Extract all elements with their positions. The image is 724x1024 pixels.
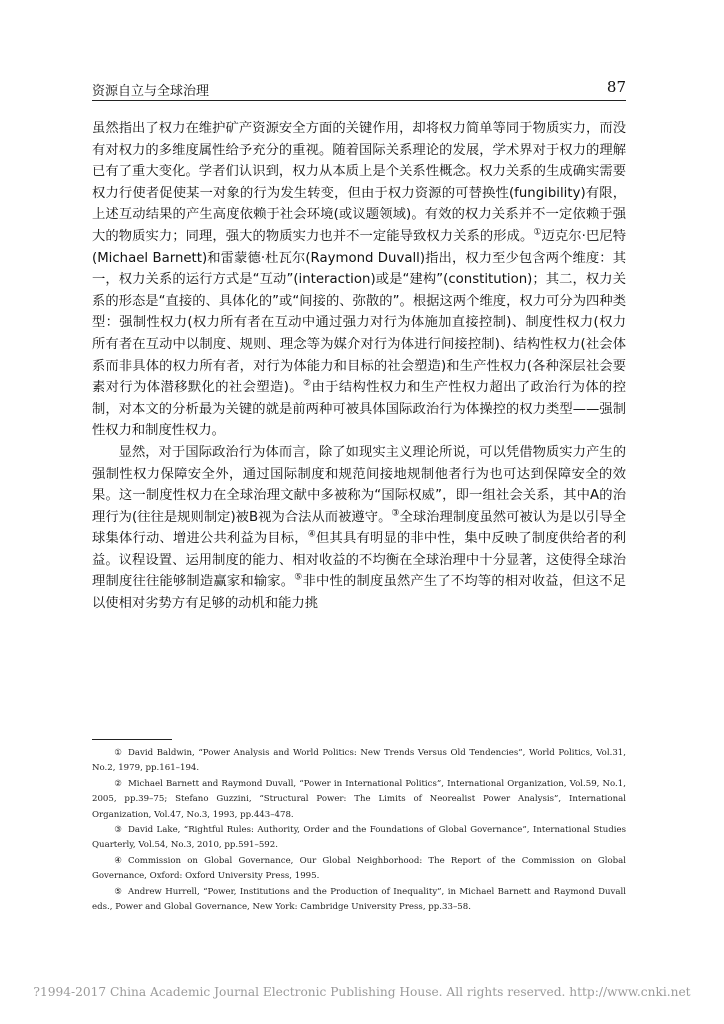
footnote-2-mark: ② — [114, 778, 122, 789]
para2-text-b: 全球治理制度虽然可被认为是以引导全球集体行动、增进公共利益为目标， — [92, 509, 627, 547]
footnote-3-text: David Lake, “Rightful Rules: Authority, Order and the Foundations of Global Governance”, International Studies Quarterly, Vol.54, No.3, 2010, pp.591–592. — [92, 825, 626, 851]
paragraph-2 — [92, 442, 626, 615]
footnote-divider — [92, 739, 172, 740]
para2-text-d: 非中性的制度虽然产生了不均等的相对收益，但这不足以使相对劣势方有足够的动机和能力挑 — [92, 574, 627, 612]
footnote-marker-5[interactable]: ⑤ — [294, 573, 303, 584]
footnote-2 — [92, 777, 626, 823]
para2-text-a: 显然，对于国际政治行为体而言，除了如现实主义理论所说，可以凭借物质实力产生的强制性权力保障安全外，通过国际制度和规范间接地规制他者行为也可达到保障安全的效果。这一制度性权力在全球治理文献中多被称为“国际权威”，即一组社会关系，其中A的治理行为(往往是规则制定)被B视为合法从而被遵守。 — [92, 444, 626, 525]
page-number: 87 — [606, 78, 626, 96]
footnote-4-text: Commission on Global Governance, Our Global Neighborhood: The Report of the Commission on Global Governance, Oxford: Oxford University Press, 1995. — [92, 855, 626, 882]
footnote-1-text: David Baldwin, “Power Analysis and World Politics: New Trends Versus Old Tendencies”, World Politics, Vol.31, No.2, 1979, pp.161–194. — [92, 748, 626, 774]
footnote-marker-2[interactable]: ② — [302, 378, 312, 389]
para1-text-b: 迈克尔·巴尼特(Michael Barnett)和雷蒙德·杜瓦尔(Raymond Duvall)指出，权力至少包含两个维度：其一，权力关系的运行方式是“互动”(interaction)或是“建构”(constitution)；其二，权力关系的形态是“直接的、具体化的”或“间接的、弥散的”。根据这两个维度，权力可分为四种类型：强制性权力(权力所有者在互动中通过强力对行为体施加直接控制)、制度性权力(权力所有者在互动中以制度、规则、理念等为媒介对行为体进行间接控制)、结构性权力(社会体系而非具体的权力所有者，对行为体能力和目标的社会塑造)和生产性权力(各种深层社会要素对行为体潜移默化的社会塑造)。 — [92, 228, 627, 396]
footnote-3 — [92, 823, 626, 854]
footnote-4 — [92, 854, 626, 885]
footnote-2-text: Michael Barnett and Raymond Duvall, “Power in International Politics”, International Organization, Vol.59, No.1, 2005, pp.39–75; Stefano Guzzini, “Structural Power: The Limits of Neorealist Power Analysis”, International Organization, Vol.47, No.3, 1993, pp.443–478. — [92, 778, 626, 820]
footnote-3-mark: ③ — [114, 825, 122, 836]
footnote-marker-3[interactable]: ③ — [391, 508, 400, 519]
footnote-5-mark: ⑤ — [114, 886, 122, 897]
footnote-1-mark: ① — [114, 748, 122, 758]
cnki-watermark: ?1994-2017 China Academic Journal Electronic Publishing House. All rights reserved. http://www.cnki.net — [33, 985, 691, 999]
running-header — [92, 78, 626, 101]
footnote-marker-4[interactable]: ④ — [307, 529, 317, 540]
paragraph-1 — [92, 118, 626, 442]
para1-text-a: 虽然指出了权力在维护矿产资源安全方面的关键作用，却将权力简单等同于物质实力，而没有对权力的多维度属性给予充分的重视。随着国际关系理论的发展，学术界对于权力的理解已有了重大变化。学者们认识到，权力从本质上是个关系性概念。权力关系的生成确实需要权力行使者促使某一对象的行为发生转变，但由于权力资源的可替换性(fungibility)有限，上述互动结果的产生高度依赖于社会环境(或议题领域)。有效的权力关系并不一定依赖于强大的物质实力；同理，强大的物质实力也并不一定能导致权力关系的形成。 — [92, 121, 626, 244]
footnote-5 — [92, 885, 626, 916]
footnote-1 — [92, 746, 626, 777]
footnote-4-mark: ④ — [114, 855, 122, 866]
para2-text-c: 但其具有明显的非中性，集中反映了制度供给者的利益。议程设置、运用制度的能力、相对收益的不均衡在全球治理中十分显著，这使得全球治理制度往往能够制造赢家和输家。 — [92, 531, 627, 590]
body-text — [92, 118, 626, 615]
footnote-marker-1[interactable]: ① — [533, 227, 542, 238]
footnotes — [92, 746, 626, 915]
running-title: 资源自立与全球治理 — [92, 84, 210, 99]
para1-text-c: 由于结构性权力和生产性权力超出了政治行为体的控制，对本文的分析最为关键的就是前两种可被具体国际政治行为体操控的权力类型——强制性权力和制度性权力。 — [92, 380, 626, 439]
footnote-5-text: Andrew Hurrell, “Power, Institutions and the Production of Inequality”, in Michael Barnett and Raymond Duvall eds., Power and Global Governance, New York: Cambridge University Press, pp.33–58. — [92, 886, 626, 913]
